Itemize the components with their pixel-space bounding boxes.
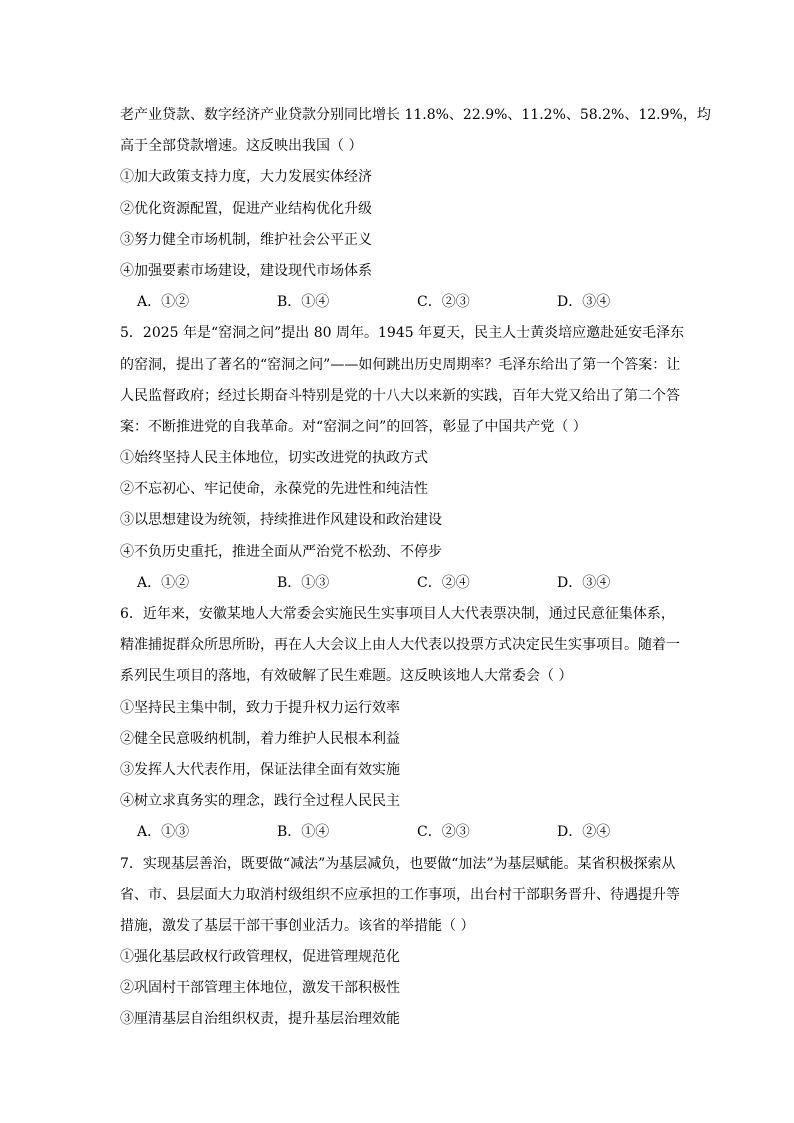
question-7-item-2: ②巩固村干部管理主体地位，激发干部积极性 — [120, 980, 400, 997]
question-5-stem-line-1: 5．2025 年是“窑洞之问”提出 80 周年。1945 年夏天，民主人士黄炎培应邀赴延安毛泽东 — [120, 325, 685, 342]
question-4-item-3: ③努力健全市场机制，维护社会公平正义 — [120, 231, 372, 248]
question-6-option-a: A．①③ — [137, 824, 190, 841]
question-4-option-d: D．③④ — [557, 294, 611, 311]
question-5-stem-line-4: 案：不断推进党的自我革命。对“窑洞之问”的回答，彰显了中国共产党（ ） — [120, 418, 587, 435]
question-6-option-b: B．①④ — [277, 824, 330, 841]
question-5-item-2: ②不忘初心、牢记使命，永葆党的先进性和纯洁性 — [120, 481, 428, 498]
question-5-option-a: A．①② — [137, 574, 190, 591]
question-6-item-4: ④树立求真务实的理念，践行全过程人民民主 — [120, 793, 400, 810]
question-6-option-c: C．②③ — [417, 824, 470, 841]
question-7-stem-line-2: 省、市、县层面大力取消村级组织不应承担的工作事项，出台村干部职务晋升、待遇提升等 — [120, 886, 680, 903]
question-4-stem-line-1: 老产业贷款、数字经济产业贷款分别同比增长 11.8%、22.9%、11.2%、58.2%、12.9%，均 — [120, 107, 711, 123]
question-6 — [120, 599, 680, 849]
question-4-option-b: B．①④ — [277, 294, 330, 311]
question-5-option-d: D．③④ — [557, 574, 611, 591]
question-6-stem-line-1: 6．近年来，安徽某地人大常委会实施民生实事项目人大代表票决制，通过民意征集体系， — [120, 606, 675, 622]
question-7-stem-line-3: 措施，激发了基层干部干事创业活力。该省的举措能（ ） — [120, 917, 475, 934]
question-5-stem-line-3: 人民监督政府；经过长期奋斗特别是党的十八大以来新的实践，百年大党又给出了第二个答 — [120, 387, 680, 404]
question-4-item-1: ①加大政策支持力度，大力发展实体经济 — [120, 169, 372, 186]
question-5-item-4: ④不负历史重托，推进全面从严治党不松劲、不停步 — [120, 543, 442, 560]
page-content — [120, 100, 711, 1036]
question-4-option-a: A．①② — [137, 294, 190, 311]
question-5-option-c: C．②④ — [417, 574, 470, 591]
question-4-options — [120, 287, 680, 318]
question-7-item-3: ③厘清基层自治组织权责，提升基层治理效能 — [120, 1011, 400, 1028]
question-7-item-1: ①强化基层政权行政管理权，促进管理规范化 — [120, 949, 400, 966]
question-4 — [120, 100, 711, 318]
question-5-options — [120, 568, 680, 599]
question-6-option-d: D．②④ — [557, 824, 611, 841]
question-6-item-2: ②健全民意吸纳机制，着力维护人民根本利益 — [120, 730, 400, 747]
question-4-option-c: C．②③ — [417, 294, 470, 311]
question-4-item-2: ②优化资源配置，促进产业结构优化升级 — [120, 200, 372, 217]
question-5-option-b: B．①③ — [277, 574, 330, 591]
question-7 — [120, 849, 680, 1036]
question-6-item-3: ③发挥人大代表作用，保证法律全面有效实施 — [120, 761, 400, 778]
question-6-item-1: ①坚持民主集中制，致力于提升权力运行效率 — [120, 699, 400, 716]
question-5-stem-line-2: 的窑洞，提出了著名的“窑洞之问”——如何跳出历史周期率？毛泽东给出了第一个答案：让 — [120, 356, 681, 373]
question-6-stem-line-2: 精准捕捉群众所思所盼，再在人大会议上由人大代表以投票方式决定民生实事项目。随着一 — [120, 637, 680, 654]
question-5-item-3: ③以思想建设为统领，持续推进作风建设和政治建设 — [120, 512, 442, 529]
question-7-stem-line-1: 7．实现基层善治，既要做“减法”为基层减负，也要做“加法”为基层赋能。某省积极探索从 — [120, 855, 676, 872]
question-5 — [120, 318, 685, 599]
question-6-options — [120, 817, 680, 848]
question-5-item-1: ①始终坚持人民主体地位，切实改进党的执政方式 — [120, 450, 428, 467]
question-4-item-4: ④加强要素市场建设，建设现代市场体系 — [120, 262, 372, 279]
question-6-stem-line-3: 系列民生项目的落地，有效破解了民生难题。这反映该地人大常委会（ ） — [120, 668, 573, 685]
question-4-stem-line-2: 高于全部贷款增速。这反映出我国（ ） — [120, 138, 363, 155]
